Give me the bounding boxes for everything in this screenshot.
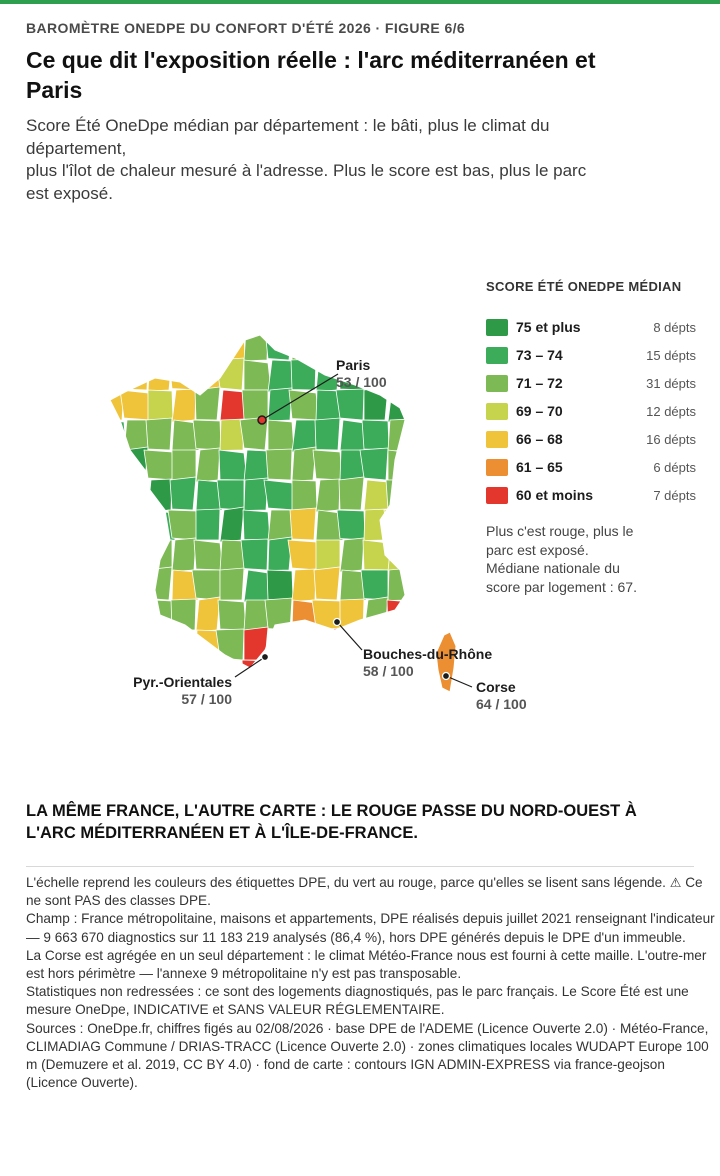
departement-cell [218, 330, 245, 360]
departement-cell [218, 600, 246, 630]
departement-cell [171, 328, 196, 360]
callout-bdr [363, 646, 492, 680]
callout-po-score: 57 / 100 [181, 691, 232, 707]
departement-cell [171, 599, 196, 630]
departement-cell [216, 629, 244, 660]
legend-label: 69 – 70 [516, 403, 563, 419]
departement-cell [292, 569, 316, 602]
departement-cell [242, 660, 269, 690]
departement-cell [169, 360, 198, 390]
departement-cell [364, 597, 388, 632]
departement-cell [290, 508, 316, 540]
departement-cell [122, 359, 148, 390]
legend-swatch [486, 403, 508, 420]
departement-cell [316, 479, 340, 512]
bdr-leader-line [337, 622, 362, 650]
departement-cell [148, 357, 172, 391]
legend-swatch [486, 487, 508, 504]
note-scale-text: L'échelle reprend les couleurs des étiquettes DPE, du vert au rouge, parce qu'elles se lisent sans légende. [26, 875, 666, 890]
warning-icon: ⚠ [669, 875, 682, 890]
subtitle-line-1: Score Été OneDpe médian par département : le bâti, plus le climat du département, [26, 116, 550, 158]
callout-paris-score: 53 / 100 [336, 374, 387, 390]
departement-cell [244, 600, 268, 631]
paris-marker [258, 416, 266, 424]
departement-cell [242, 390, 268, 420]
departement-cell [340, 538, 364, 572]
callout-paris-name: Paris [336, 357, 371, 373]
departement-cell [268, 510, 292, 542]
departement-cell [314, 567, 340, 600]
departement-cell [388, 540, 413, 572]
departement-cell [172, 538, 196, 572]
departement-cell [217, 480, 244, 510]
departement-cell [340, 328, 364, 360]
callout-corse [476, 679, 527, 713]
legend-swatch [486, 459, 508, 476]
departement-cell [219, 450, 247, 480]
departement-cell [340, 599, 364, 630]
callout-corse-name: Corse [476, 679, 516, 695]
departement-cell [292, 480, 317, 510]
departement-cell [98, 570, 125, 600]
departement-cell [124, 420, 148, 452]
departement-cell [337, 510, 365, 540]
departement-cell [336, 389, 364, 420]
legend-label: 71 – 72 [516, 375, 563, 391]
departement-cell [316, 660, 342, 691]
departement-cell [289, 657, 316, 690]
departement-cell [193, 420, 221, 450]
callout-paris [336, 357, 387, 391]
callout-corse-score: 64 / 100 [476, 696, 527, 712]
departement-cell [267, 570, 293, 600]
departement-cell [124, 540, 150, 572]
legend-item [486, 372, 696, 400]
legend-label: 75 et plus [516, 319, 581, 335]
departement-cell [264, 480, 295, 510]
departement-cell [148, 330, 172, 362]
methodology-notes [26, 874, 716, 1092]
departement-cell [148, 628, 172, 661]
departement-cell [120, 390, 151, 420]
legend [486, 316, 696, 512]
departement-cell [96, 598, 124, 630]
departement-cell [220, 507, 244, 542]
departement-cell [195, 387, 220, 420]
legend-title: SCORE ÉTÉ ONEDPE MÉDIAN [486, 279, 682, 294]
departement-cell [244, 450, 269, 482]
departement-cell [172, 389, 196, 422]
departement-cell [316, 628, 340, 662]
departement-cell [123, 480, 149, 510]
legend-count: 16 dépts [646, 432, 696, 447]
departement-cell [100, 360, 125, 392]
departement-cell [122, 630, 148, 660]
departement-cell [124, 600, 151, 630]
departement-cell [146, 418, 172, 450]
legend-count: 6 dépts [653, 460, 696, 475]
legend-swatch [486, 375, 508, 392]
departement-cell [388, 390, 414, 422]
departement-cell [336, 660, 364, 690]
legend-count: 8 dépts [653, 320, 696, 335]
departement-cell [196, 509, 220, 540]
subtitle-line-2: plus l'îlot de chaleur mesuré à l'adresse. Plus le score est bas, plus le parc est exposé. [26, 161, 587, 203]
legend-count: 31 dépts [646, 376, 696, 391]
legend-count: 15 dépts [646, 348, 696, 363]
note-sources: Sources : OneDpe.fr, chiffres figés au 02/08/2026 · base DPE de l'ADEME (Licence Ouverte 2.0) · Météo-France, CLIMADIAG Commune / DRIAS-TRACC (Licence Ouverte 2.0) · zones climatiques locales WUDAPT Europe 100 m (Demuzere et al. 2019, CC BY 4.0) · fond de carte : contours IGN ADMIN-EXPRESS via france-geojson (Licence Ouverte). [26, 1020, 709, 1091]
departement-cell [268, 420, 294, 450]
note-scope: Champ : France métropolitaine, maisons et appartements, DPE réalisés depuis juillet 2021 renseignant l'indicateur — 9 663 670 diagnostics sur 11 183 219 analysés (86,4 %), hors DPE générés depuis le DPE d'un immeuble. [26, 911, 715, 945]
departement-cell [97, 449, 124, 480]
departement-cell [387, 330, 413, 360]
departement-cell [360, 448, 388, 480]
departement-cell [100, 537, 124, 570]
departement-cell [268, 630, 294, 662]
departement-cell [291, 359, 316, 390]
departement-cell [144, 450, 174, 480]
departement-cell [220, 568, 244, 600]
departement-cell [168, 510, 197, 540]
note-scale-warning: Ce ne sont PAS des classes DPE. [26, 875, 703, 909]
legend-label: 60 et moins [516, 487, 594, 503]
departement-cell [265, 598, 292, 630]
legend-item [486, 316, 696, 344]
departement-cell [192, 570, 220, 600]
callout-bdr-name: Bouches-du-Rhône [363, 646, 493, 662]
departement-cell [363, 540, 391, 570]
po-marker [262, 654, 269, 661]
callout-bdr-score: 58 / 100 [363, 663, 414, 679]
callout-po [112, 674, 232, 708]
eyebrow: BAROMÈTRE ONEDPE DU CONFORT D'ÉTÉ 2026 · FIGURE 6/6 [26, 20, 466, 36]
legend-item [486, 400, 696, 428]
legend-item [486, 344, 696, 372]
bdr-marker [334, 619, 341, 626]
legend-item [486, 428, 696, 456]
departement-cell [288, 540, 318, 570]
departement-cell [194, 540, 223, 570]
departement-cell [388, 419, 412, 451]
departement-cell [384, 507, 412, 540]
departement-cell [148, 479, 172, 512]
departement-cell [170, 477, 196, 510]
callout-po-name: Pyr.-Orientales [133, 674, 232, 690]
legend-note: Plus c'est rouge, plus le parc est exposé. Médiane nationale du score par logement : 67. [486, 523, 637, 595]
departement-cell [96, 327, 124, 360]
departement-cell [196, 330, 223, 362]
departement-cell [312, 330, 340, 360]
section-headline: LA MÊME FRANCE, L'AUTRE CARTE : LE ROUGE PASSE DU NORD-OUEST À L'ARC MÉDITERRANÉEN ET À L'ÎLE-DE-FRANCE. [26, 802, 637, 842]
page-title: Ce que dit l'exposition réelle : l'arc méditerranéen et Paris [26, 47, 596, 103]
departement-cell [387, 600, 414, 630]
departement-cell [124, 569, 148, 601]
note-statistics: Statistiques non redressées : ce sont des logements diagnostiqués, pas le parc français. Le Score Été est une mesure OneDpe, INDICATIVE et SANS VALEUR RÉGLEMENTAIRE. [26, 984, 689, 1018]
departement-cell [362, 420, 389, 450]
legend-count: 7 dépts [653, 488, 696, 503]
departement-cell [388, 450, 415, 480]
legend-label: 73 – 74 [516, 347, 563, 363]
departement-cell [364, 387, 388, 420]
departement-cell [388, 568, 412, 601]
departement-cell [244, 360, 271, 390]
departement-cell [100, 480, 127, 512]
departement-cell [361, 570, 388, 600]
legend-label: 66 – 68 [516, 431, 563, 447]
legend-item [486, 484, 696, 512]
legend-swatch [486, 347, 508, 364]
legend-count: 12 dépts [646, 404, 696, 419]
top-accent-bar [0, 0, 720, 4]
departement-cell [241, 539, 268, 570]
departement-cell [196, 597, 220, 632]
legend-swatch [486, 319, 508, 336]
divider [26, 866, 694, 867]
note-scale [26, 874, 716, 910]
departement-cell [169, 630, 199, 660]
departement-cell [268, 659, 292, 691]
legend-label: 61 – 65 [516, 459, 563, 475]
departement-cell [172, 450, 196, 480]
departement-cell [339, 477, 364, 510]
departement-cell [243, 510, 270, 540]
departement-cell [268, 360, 293, 392]
departement-cell [291, 630, 316, 660]
subtitle [26, 115, 606, 205]
departement-cell [121, 508, 148, 540]
departement-cell [266, 449, 292, 480]
legend-swatch [486, 431, 508, 448]
departement-cell [292, 330, 318, 361]
departement-cell [244, 329, 268, 361]
departement-cell [100, 630, 126, 662]
departement-cell [313, 450, 342, 480]
departement-cell [148, 390, 173, 420]
departement-cell [148, 600, 173, 632]
departement-cell [196, 448, 220, 482]
departement-cell [124, 330, 150, 360]
departement-cell [292, 447, 316, 481]
departement-cell [385, 358, 412, 390]
legend-item [486, 456, 696, 484]
departement-cell [316, 540, 340, 570]
departement-cell [100, 510, 124, 541]
note-corse: La Corse est agrégée en un seul département : le climat Météo-France nous est fourni à cette maille. L'outre-mer est hors périmètre — l'annexe 9 métropolitaine n'y est pas transposable. [26, 947, 707, 982]
departement-cell [196, 360, 220, 391]
departement-cell [315, 418, 340, 450]
